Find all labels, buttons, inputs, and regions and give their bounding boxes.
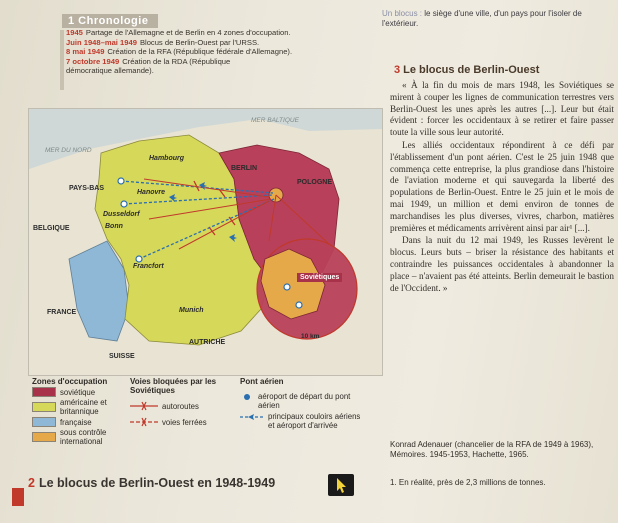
zone-label: sous contrôle international bbox=[60, 428, 107, 446]
legend-airlift bbox=[240, 377, 370, 430]
figure-number: 2 bbox=[28, 476, 35, 490]
chronology-item bbox=[66, 47, 386, 57]
chronology-text: Partage de l'Allemagne et de Berlin en 4 zones d'occupation. bbox=[85, 28, 291, 37]
chronology-text: Création de la RDA (République démocratique allemande). bbox=[66, 56, 231, 75]
legend-zone-item bbox=[32, 398, 124, 416]
chronology-date: 8 mai 1949 bbox=[66, 47, 105, 56]
chronology-title: 1 Chronologie bbox=[62, 14, 158, 28]
legend-airlift-title: Pont aérien bbox=[240, 377, 284, 386]
airport-icon bbox=[240, 392, 254, 402]
chronology-text: Création de la RFA (République fédérale d'Allemagne). bbox=[107, 47, 293, 56]
zone-label: américaine et britannique bbox=[60, 398, 107, 416]
legend-zone-item bbox=[32, 417, 124, 427]
zone-swatch bbox=[32, 387, 56, 397]
zone-swatch bbox=[32, 402, 56, 412]
legend-road-item bbox=[130, 401, 234, 411]
map-label-bonn: Bonn bbox=[105, 223, 123, 230]
definition-term: Un blocus : bbox=[382, 9, 423, 18]
airlift-label: principaux couloirs aériens et aéroport d'arrivée bbox=[268, 412, 361, 430]
map-label-dusseldorf: Dusseldorf bbox=[103, 211, 140, 218]
map-label-hamburg: Hambourg bbox=[149, 155, 184, 162]
map bbox=[28, 108, 383, 376]
map-label-switzerland: SUISSE bbox=[109, 353, 135, 360]
legend-roads bbox=[130, 377, 234, 427]
highway-line-icon bbox=[130, 401, 158, 411]
quote-paragraph: Dans la nuit du 12 mai 1949, les Russes levèrent le blocus. Leurs buts – briser la résistance des habitants et contraindre les puissances occidentales à abandonner la place – n'avaient pas été atteints. Berlin demeurait le bastion de l'Occident. » bbox=[390, 235, 614, 293]
section-number: 3 bbox=[394, 64, 401, 76]
map-label-france: FRANCE bbox=[47, 309, 77, 316]
road-label: autoroutes bbox=[162, 401, 199, 411]
chronology-list bbox=[66, 28, 386, 76]
zone-swatch bbox=[32, 417, 56, 427]
map-label-poland: POLOGNE bbox=[297, 179, 333, 186]
map-label-soviets: Soviétiques bbox=[297, 273, 342, 282]
map-label-baltic-sea: MER BALTIQUE bbox=[251, 117, 299, 124]
quote-source: Konrad Adenauer (chancelier de la RFA de 1949 à 1963), Mémoires. 1945-1953, Hachette, 1965. bbox=[390, 440, 594, 459]
air-corridor-icon bbox=[240, 412, 264, 422]
legend-roads-title: Voies bloquées par les Soviétiques bbox=[130, 377, 217, 395]
legend-zones-title: Zones d'occupation bbox=[32, 377, 108, 386]
legend-airlift-item bbox=[240, 412, 370, 430]
legend-road-item bbox=[130, 417, 234, 427]
chronology-item bbox=[66, 28, 386, 38]
caption-marker bbox=[12, 488, 24, 506]
zone-swatch bbox=[32, 432, 56, 442]
legend-zone-item bbox=[32, 428, 124, 446]
legend-zone-item bbox=[32, 387, 124, 397]
quote-paragraph: « À la fin du mois de mars 1948, les Soviétiques se mirent à couper les lignes de communication terrestres vers Berlin-Ouest les unes après les autres [...]. Leur but était évident : forcer les occidentaux à se retirer et faire passer toute la ville sous leur autorité. bbox=[390, 80, 614, 138]
chronology-item bbox=[66, 38, 386, 48]
section-title bbox=[394, 64, 539, 76]
road-label: voies ferrées bbox=[162, 417, 207, 427]
quote-paragraph: Les alliés occidentaux répondirent à ce défi par l'établissement d'un pont aérien. C'est le 25 juin 1948 que commença cette entreprise, la plus grandiose dans l'histoire de l'aviation moderne et qui sauvegarda la liberté des populations de Berlin-Ouest. Entre le 25 juin et le mois de mai 1949, un million et demi environ de tonnes de marchandises les plus diverses, vivres, charbon, matières premières et médicaments arrivèrent ainsi par air¹ [...]. bbox=[390, 139, 614, 233]
map-label-berlin: BERLIN bbox=[231, 165, 258, 172]
zone-label: française bbox=[60, 417, 92, 427]
figure-caption-text: Le blocus de Berlin-Ouest en 1948-1949 bbox=[38, 476, 276, 490]
chronology-text: Blocus de Berlin-Ouest par l'URSS. bbox=[139, 37, 260, 47]
definition-text: le siège d'une ville, d'un pays pour l'isoler de l'extérieur. bbox=[382, 9, 582, 28]
map-label-netherlands: PAYS-BAS bbox=[69, 185, 105, 192]
railway-line-icon bbox=[130, 417, 158, 427]
map-label-belgium: BELGIQUE bbox=[33, 225, 70, 232]
chronology-item bbox=[66, 57, 276, 76]
definition-box bbox=[382, 9, 612, 29]
map-label-north-sea: MER DU NORD bbox=[45, 147, 92, 154]
chronology-date: Juin 1948–mai 1949 bbox=[66, 37, 137, 47]
chronology-date: 1945 bbox=[66, 28, 83, 37]
map-label-scale: 10 km bbox=[301, 333, 320, 340]
chronology-date: 7 octobre 1949 bbox=[66, 56, 120, 66]
pointer-icon bbox=[328, 474, 354, 496]
zone-label: soviétique bbox=[60, 387, 96, 397]
map-label-munich: Munich bbox=[179, 307, 204, 314]
map-label-austria: AUTRICHE bbox=[189, 339, 226, 346]
map-label-frankfurt: Francfort bbox=[133, 263, 164, 270]
quote-text bbox=[390, 80, 614, 295]
footnote: 1. En réalité, près de 2,3 millions de tonnes. bbox=[390, 478, 546, 487]
legend-zones bbox=[32, 377, 124, 446]
section-title-text: Le blocus de Berlin-Ouest bbox=[403, 64, 540, 76]
chronology-bar bbox=[60, 30, 64, 90]
legend-airlift-item bbox=[240, 392, 370, 410]
airlift-label: aéroport de départ du pont aérien bbox=[258, 392, 351, 410]
map-label-hanover: Hanovre bbox=[137, 189, 166, 196]
figure-caption bbox=[28, 476, 275, 490]
map-legend bbox=[32, 377, 384, 471]
